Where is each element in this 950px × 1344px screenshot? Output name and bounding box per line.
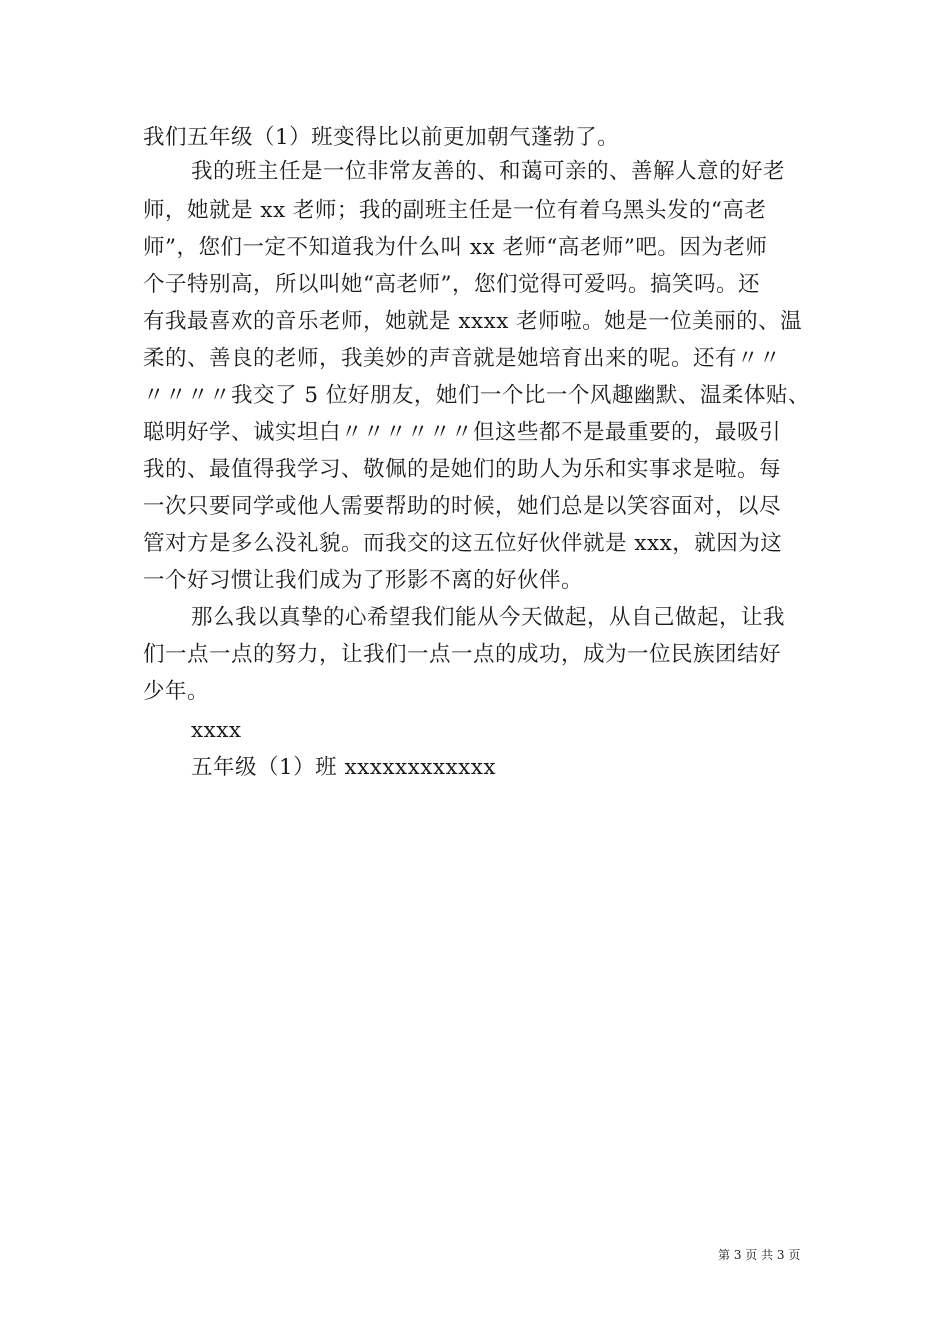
text-line: 我的、最值得我学习、敬佩的是她们的助人为乐和实事求是啦。每: [143, 457, 782, 482]
text-line: 一个好习惯让我们成为了形影不离的好伙伴。: [143, 568, 584, 593]
text-line: 管对方是多么没礼貌。而我交的这五位好伙伴就是 xxx，就因为这: [143, 531, 783, 556]
text-line: 们一点一点的努力，让我们一点一点的成功，成为一位民族团结好: [143, 642, 782, 667]
text-line: 我的班主任是一位非常友善的、和蔼可亲的、善解人意的好老: [191, 159, 786, 184]
signature-name: xxxx: [191, 718, 242, 743]
text-line: 个子特别高，所以叫她“高老师”，您们觉得可爱吗。搞笑吗。还: [143, 272, 760, 297]
text-line: 一次只要同学或他人需要帮助的时候，她们总是以笑容面对，以尽: [143, 494, 782, 519]
text-line: 有我最喜欢的音乐老师，她就是 xxxx 老师啦。她是一位美丽的、温: [143, 309, 803, 334]
text-line: 少年。: [143, 679, 210, 704]
signature-class: 五年级（1）班 xxxxxxxxxxxx: [191, 755, 497, 780]
text-line: 〃〃〃〃我交了 5 位好朋友，她们一个比一个风趣幽默、温柔体贴、: [143, 383, 810, 408]
page-number: 第 3 页 共 3 页: [718, 1248, 801, 1262]
text-line: 那么我以真挚的心希望我们能从今天做起，从自己做起，让我: [191, 605, 786, 630]
text-line: 聪明好学、诚实坦白〃〃〃〃〃〃但这些都不是最重要的，最吸引: [143, 420, 782, 445]
text-line: 柔的、善良的老师，我美妙的声音就是她培育出来的呢。还有〃〃: [143, 346, 782, 371]
text-line: 师，她就是 xx 老师；我的副班主任是一位有着乌黑头发的“高老: [143, 198, 767, 223]
text-line: 我们五年级（1）班变得比以前更加朝气蓬勃了。: [143, 125, 620, 150]
text-line: 师”，您们一定不知道我为什么叫 xx 老师“高老师”吧。因为老师: [143, 235, 768, 260]
